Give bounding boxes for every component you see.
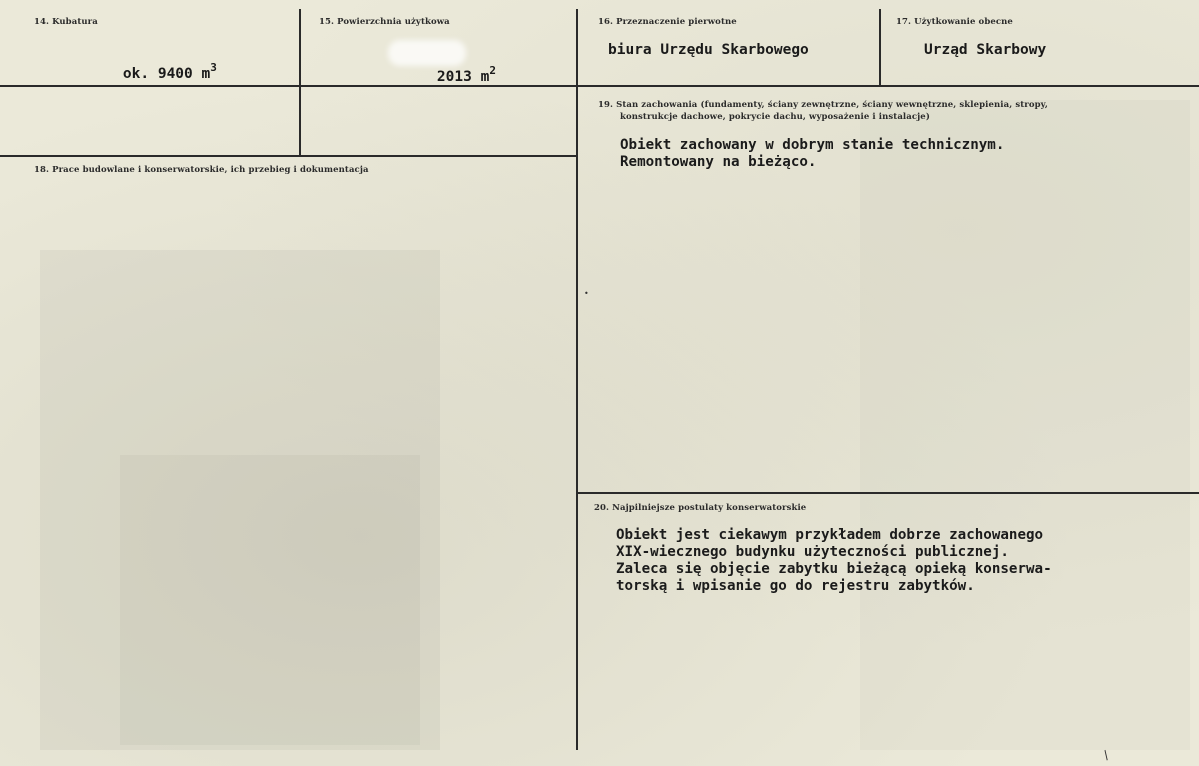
postulaty-label-text: Najpilniejsze postulaty konserwatorskie xyxy=(612,503,807,513)
prace-label-text: Prace budowlane i konserwatorskie, ich przebieg i dokumentacja xyxy=(52,165,369,175)
powierzchnia-number: 15. xyxy=(319,17,335,27)
przeznaczenie-label xyxy=(598,17,737,27)
uzytkowanie-value: Urząd Skarbowy xyxy=(924,42,1047,58)
kubatura-value xyxy=(88,45,217,98)
bleed-through-photo-2 xyxy=(120,455,420,745)
powierzchnia-value xyxy=(402,48,496,101)
postulaty-line-2: XIX-wiecznego budynku użyteczności publicznej. xyxy=(616,544,1009,560)
postulaty-line-3: Zaleca się objęcie zabytku bieżącą opieką konserwa- xyxy=(616,561,1052,577)
przeznaczenie-value: biura Urzędu Skarbowego xyxy=(608,42,809,58)
stan-line-1: Obiekt zachowany w dobrym stanie technicznym. xyxy=(620,137,1005,153)
stan-line-2: Remontowany na bieżąco. xyxy=(620,154,817,170)
przeznaczenie-number: 16. xyxy=(598,17,614,27)
prace-label xyxy=(34,165,369,175)
uzytkowanie-label xyxy=(896,17,1013,27)
stan-number: 19. xyxy=(598,100,614,110)
pencil-tick-mark: / xyxy=(1100,747,1112,763)
kubatura-number: 14. xyxy=(34,17,50,27)
row-20-top-border xyxy=(577,492,1199,494)
powierzchnia-unit-sup: 2 xyxy=(489,64,496,77)
postulaty-line-4: torską i wpisanie go do rejestru zabytków. xyxy=(616,578,975,594)
postulaty-line-1: Obiekt jest ciekawym przykładem dobrze zachowanego xyxy=(616,527,1044,543)
kubatura-unit-sup: 3 xyxy=(210,61,217,74)
stan-label-line1: Stan zachowania (fundamenty, ściany zewnętrzne, ściany wewnętrzne, sklepienia, stropy, xyxy=(616,100,1048,110)
divider-14-15 xyxy=(299,9,301,157)
bleed-through-table xyxy=(860,100,1190,750)
divider-16-17 xyxy=(879,9,881,86)
row-18-top-border xyxy=(0,155,578,157)
stan-text xyxy=(620,137,1004,171)
postulaty-label xyxy=(594,503,806,513)
stan-label xyxy=(598,99,1048,123)
stan-label-line2: konstrukcje dachowe, pokrycie dachu, wyposażenie i instalacje) xyxy=(620,112,930,122)
divider-center xyxy=(576,9,578,750)
kubatura-value-text: ok. 9400 m xyxy=(122,66,211,82)
uzytkowanie-number: 17. xyxy=(896,17,912,27)
dot-mark: • xyxy=(584,289,589,298)
postulaty-number: 20. xyxy=(594,503,610,513)
powierzchnia-label xyxy=(319,17,450,27)
uzytkowanie-label-text: Użytkowanie obecne xyxy=(914,17,1013,27)
powierzchnia-label-text: Powierzchnia użytkowa xyxy=(337,17,450,27)
kubatura-label-text: Kubatura xyxy=(52,17,98,27)
postulaty-text xyxy=(616,527,1052,595)
kubatura-label xyxy=(34,17,98,27)
powierzchnia-value-text: 2013 m xyxy=(436,69,490,85)
przeznaczenie-label-text: Przeznaczenie pierwotne xyxy=(616,17,737,27)
prace-number: 18. xyxy=(34,165,50,175)
